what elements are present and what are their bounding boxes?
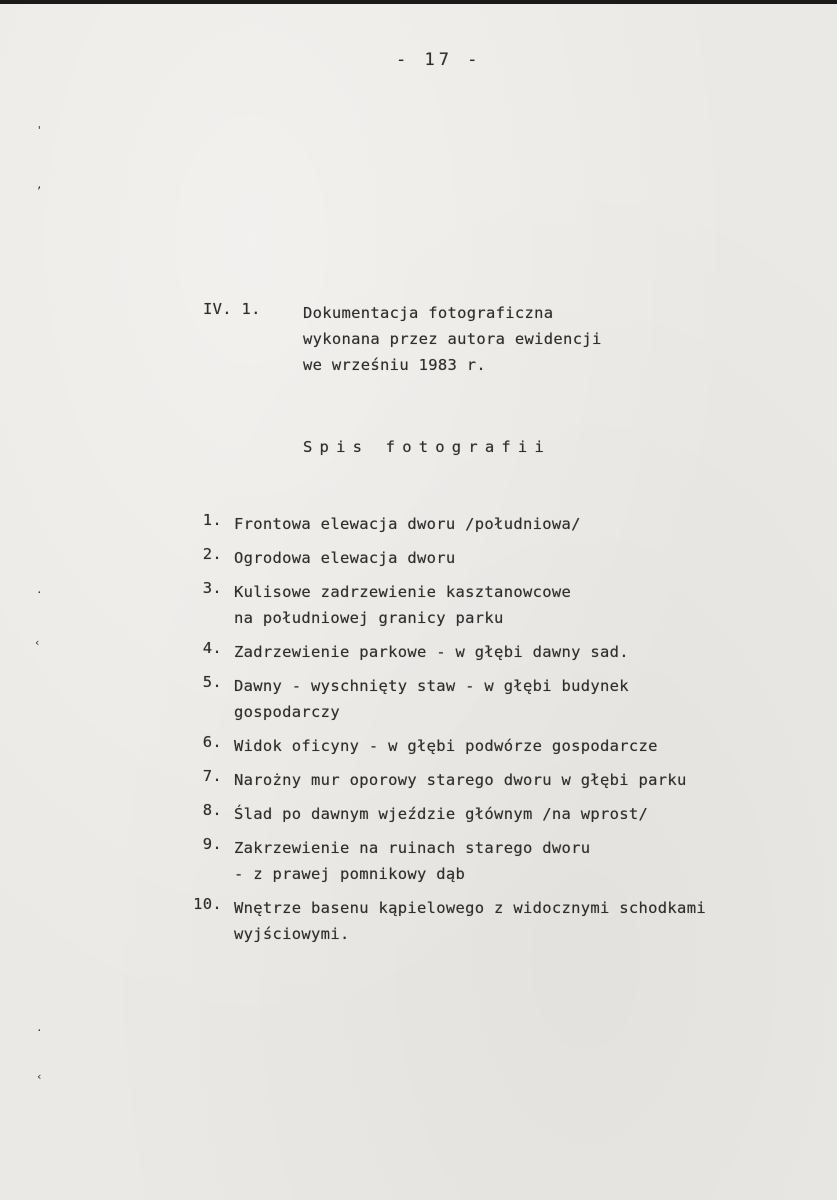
scan-speck: '	[36, 124, 43, 137]
item-line: Narożny mur oporowy starego dworu w głębi parku	[234, 771, 687, 789]
item-text	[234, 511, 780, 537]
item-text	[234, 673, 780, 725]
item-text	[234, 733, 780, 759]
scan-speck: ‹	[36, 1070, 43, 1083]
item-line: - z prawej pomnikowy dąb	[234, 865, 466, 883]
item-number: 1.	[202, 511, 222, 529]
photo-list	[180, 511, 780, 955]
list-item	[180, 801, 780, 827]
list-title: Spis fotografii	[303, 438, 551, 456]
item-number: 4.	[202, 639, 222, 657]
item-number: 5.	[202, 673, 222, 691]
item-number: 9.	[202, 835, 222, 853]
item-number: 6.	[202, 733, 222, 751]
list-item	[180, 639, 780, 665]
item-line: Zakrzewienie na ruinach starego dworu	[234, 839, 591, 857]
list-item	[180, 545, 780, 571]
item-text	[234, 895, 780, 947]
item-number: 2.	[202, 545, 222, 563]
scan-speck: ‹	[34, 636, 41, 649]
item-line: Frontowa elewacja dworu /południowa/	[234, 515, 581, 533]
list-item	[180, 767, 780, 793]
scan-speck: ,	[36, 178, 43, 191]
list-item	[180, 835, 780, 887]
item-line: gospodarczy	[234, 703, 340, 721]
list-item	[180, 579, 780, 631]
item-line: Dawny - wyschnięty staw - w głębi budynek	[234, 677, 629, 695]
item-line: Zadrzewienie parkowe - w głębi dawny sad.	[234, 643, 629, 661]
item-line: Kulisowe zadrzewienie kasztanowcowe	[234, 583, 572, 601]
item-line: Wnętrze basenu kąpielowego z widocznymi schodkami	[234, 899, 706, 917]
page-number: - 17 -	[396, 50, 482, 70]
item-line: na południowej granicy parku	[234, 609, 504, 627]
item-text	[234, 579, 780, 631]
list-item	[180, 673, 780, 725]
list-item	[180, 733, 780, 759]
scan-speck: ·	[36, 1024, 43, 1037]
item-number: 10.	[193, 895, 222, 913]
item-number: 3.	[202, 579, 222, 597]
item-line: Ogrodowa elewacja dworu	[234, 549, 456, 567]
item-text	[234, 835, 780, 887]
section-heading	[303, 300, 602, 378]
item-text	[234, 767, 780, 793]
item-number: 7.	[202, 767, 222, 785]
heading-line: we wrześniu 1983 r.	[303, 356, 487, 374]
list-item	[180, 511, 780, 537]
item-text	[234, 545, 780, 571]
scan-top-edge	[0, 0, 837, 4]
item-line: wyjściowymi.	[234, 925, 350, 943]
item-text	[234, 639, 780, 665]
list-item	[180, 895, 780, 947]
heading-line: wykonana przez autora ewidencji	[303, 330, 602, 348]
scan-speck: ·	[36, 586, 43, 599]
item-text	[234, 801, 780, 827]
section-number: IV. 1.	[203, 300, 261, 318]
item-line: Ślad po dawnym wjeździe głównym /na wprost/	[234, 805, 649, 823]
heading-line: Dokumentacja fotograficzna	[303, 304, 554, 322]
item-line: Widok oficyny - w głębi podwórze gospodarcze	[234, 737, 658, 755]
item-number: 8.	[202, 801, 222, 819]
